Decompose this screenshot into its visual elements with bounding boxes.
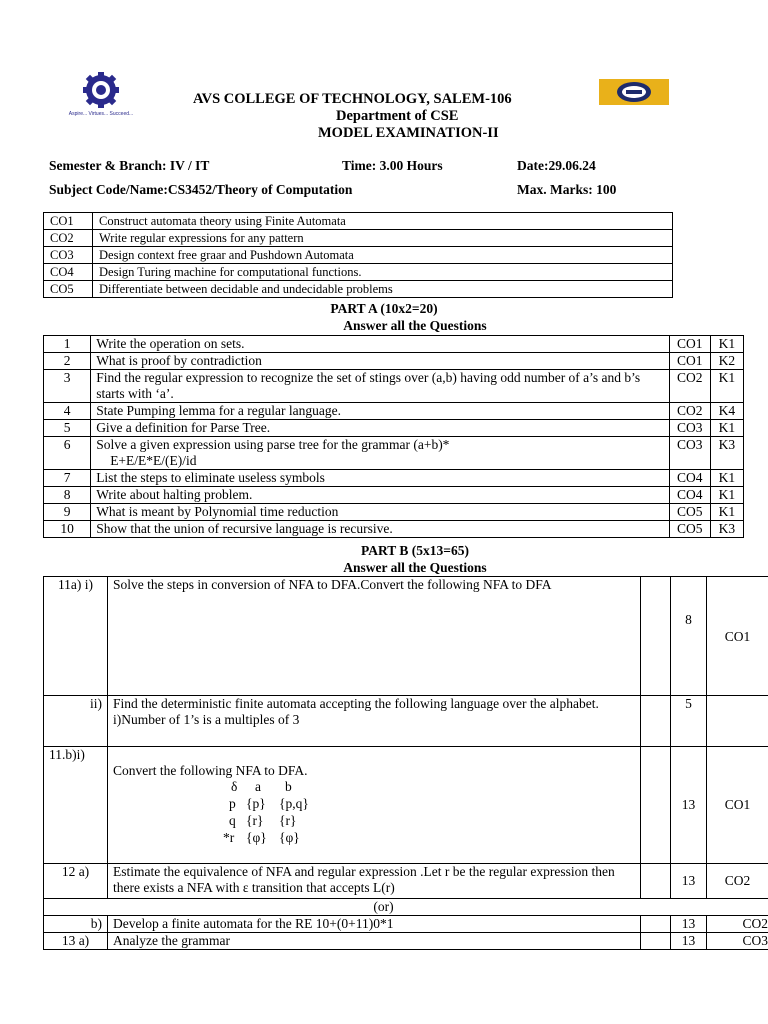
co-text: Construct automata theory using Finite Automata: [93, 213, 673, 230]
table-row: [44, 370, 744, 403]
question-text: List the steps to eliminate useless symbols: [91, 470, 669, 487]
question-k: K3: [710, 437, 743, 470]
nfa-header-delta: δ: [231, 779, 238, 794]
department-name: Department of CSE: [336, 108, 459, 124]
co-code: CO5: [44, 281, 93, 298]
part-b-title: PART B (5x13=65): [361, 543, 469, 558]
part-a-subtitle: Answer all the Questions: [343, 318, 487, 333]
question-marks: 5: [671, 696, 707, 747]
question-text: Show that the union of recursive language is recursive.: [91, 521, 669, 538]
question-co: CO1: [669, 336, 710, 353]
table-row: [44, 420, 744, 437]
exam-title: MODEL EXAMINATION-II: [318, 125, 499, 141]
nfa-cell: {r}: [246, 813, 264, 828]
question-number: ii): [44, 696, 108, 747]
question-number: 12 a): [44, 864, 108, 899]
question-text: Give a definition for Parse Tree.: [91, 420, 669, 437]
semester-branch: Semester & Branch: IV / IT: [49, 158, 210, 173]
table-row: [44, 696, 768, 747]
co-text: Write regular expressions for any pattern: [93, 230, 673, 247]
question-co: CO5: [669, 521, 710, 538]
question-text: What is proof by contradiction: [91, 353, 669, 370]
question-number: 9: [44, 504, 91, 521]
question-number: b): [44, 916, 108, 933]
gear-emblem-icon: [83, 72, 119, 108]
question-text: [108, 696, 641, 747]
question-co: CO2: [707, 864, 768, 899]
question-number: 13 a): [44, 933, 108, 950]
question-text-line: Solve a given expression using parse tree for the grammar (a+b)*: [96, 437, 450, 452]
table-row: [44, 899, 768, 916]
question-marks: 13: [671, 747, 707, 864]
nfa-cell: {p,q}: [279, 796, 309, 811]
question-text-line: i)Number of 1’s is a multiples of 3: [113, 712, 300, 727]
question-co: CO3: [669, 420, 710, 437]
question-co: CO2: [707, 916, 768, 933]
question-number: 6: [44, 437, 91, 470]
question-number: 11.b)i): [44, 747, 108, 864]
nfa-cell: {φ}: [246, 830, 267, 845]
question-co: CO4: [669, 487, 710, 504]
question-marks: 13: [671, 933, 707, 950]
table-row: [44, 747, 768, 864]
co-code: CO2: [44, 230, 93, 247]
part-a-title: PART A (10x2=20): [330, 301, 438, 316]
nfa-state: *r: [223, 830, 235, 845]
question-text: Estimate the equivalence of NFA and regular expression .Let r be the regular expression then there exists a NFA with ε transition that accepts L(r): [108, 864, 641, 899]
course-outcomes-table: [43, 212, 673, 298]
question-text: What is meant by Polynomial time reduction: [91, 504, 669, 521]
co-row: [44, 281, 673, 298]
table-row: [44, 336, 744, 353]
co-row: [44, 264, 673, 281]
question-number: 2: [44, 353, 91, 370]
question-k: K2: [710, 353, 743, 370]
question-co: CO3: [707, 933, 768, 950]
question-text: Develop a finite automata for the RE 10+(0+11)0*1: [108, 916, 641, 933]
part-b-table: [43, 576, 768, 950]
co-code: CO4: [44, 264, 93, 281]
question-marks: 13: [671, 916, 707, 933]
question-co: CO5: [669, 504, 710, 521]
co-text: Differentiate between decidable and undecidable problems: [93, 281, 673, 298]
question-co: CO1: [707, 747, 768, 864]
nfa-state: q: [229, 813, 236, 828]
table-row: [44, 864, 768, 899]
table-row: [44, 916, 768, 933]
question-text: State Pumping lemma for a regular language.: [91, 403, 669, 420]
question-number: 10: [44, 521, 91, 538]
question-text: Solve the steps in conversion of NFA to DFA.Convert the following NFA to DFA: [108, 577, 641, 696]
nfa-header-a: a: [255, 779, 261, 794]
exam-date: Date:29.06.24: [517, 158, 596, 173]
subject-name: Subject Code/Name:CS3452/Theory of Computation: [49, 182, 353, 197]
question-number: 3: [44, 370, 91, 403]
question-number: 7: [44, 470, 91, 487]
table-row: [44, 933, 768, 950]
question-co: CO1: [669, 353, 710, 370]
question-co: CO2: [669, 370, 710, 403]
question-number: 5: [44, 420, 91, 437]
max-marks: Max. Marks: 100: [517, 182, 617, 197]
co-row: [44, 230, 673, 247]
nfa-cell: {p}: [246, 796, 266, 811]
question-text: [108, 747, 641, 864]
table-row: [44, 504, 744, 521]
nfa-state: p: [229, 796, 236, 811]
or-separator: (or): [44, 899, 768, 916]
co-text: Design context free graar and Pushdown Automata: [93, 247, 673, 264]
question-marks: 13: [671, 864, 707, 899]
question-co: CO1: [707, 577, 768, 696]
question-number: 11a) i): [44, 577, 108, 696]
part-b-subtitle: Answer all the Questions: [343, 560, 487, 575]
question-k: K1: [710, 370, 743, 403]
question-text-line: Convert the following NFA to DFA.: [113, 763, 308, 778]
nfa-transition-table: [221, 779, 635, 847]
question-k: K1: [710, 470, 743, 487]
co-code: CO3: [44, 247, 93, 264]
exam-time: Time: 3.00 Hours: [342, 158, 443, 173]
question-text: Analyze the grammar: [108, 933, 641, 950]
question-text: Write the operation on sets.: [91, 336, 669, 353]
question-co: CO4: [669, 470, 710, 487]
question-k: K1: [710, 420, 743, 437]
part-a-table: [43, 335, 744, 538]
table-row: [44, 521, 744, 538]
table-row: [44, 487, 744, 504]
co-code: CO1: [44, 213, 93, 230]
seal-logo: [599, 79, 669, 105]
grammar-line: E+E/E*E/(E)/id: [110, 453, 197, 468]
question-k: K3: [710, 521, 743, 538]
logo-tagline: Aspire... Virtues... Succeed...: [68, 111, 134, 117]
question-text: Find the regular expression to recognize the set of stings over (a,b) having odd number of a’s and b’s starts with ‘a’.: [91, 370, 669, 403]
question-k: K1: [710, 487, 743, 504]
question-number: 4: [44, 403, 91, 420]
question-k: K1: [710, 336, 743, 353]
question-co: CO3: [669, 437, 710, 470]
question-text: Write about halting problem.: [91, 487, 669, 504]
table-row: [44, 353, 744, 370]
nfa-cell: {r}: [279, 813, 297, 828]
college-name: AVS COLLEGE OF TECHNOLOGY, SALEM-106: [193, 91, 512, 107]
co-text: Design Turing machine for computational functions.: [93, 264, 673, 281]
table-row: [44, 470, 744, 487]
question-number: 1: [44, 336, 91, 353]
question-text-line: Find the deterministic finite automata accepting the following language over the alphabet.: [113, 696, 599, 711]
question-number: 8: [44, 487, 91, 504]
question-k: K1: [710, 504, 743, 521]
question-marks: 8: [671, 577, 707, 696]
table-row: [44, 403, 744, 420]
table-row: [44, 577, 768, 696]
nfa-header-b: b: [285, 779, 292, 794]
question-co: CO2: [669, 403, 710, 420]
nfa-cell: {φ}: [279, 830, 300, 845]
co-row: [44, 247, 673, 264]
college-logo: [64, 70, 138, 120]
co-row: [44, 213, 673, 230]
question-k: K4: [710, 403, 743, 420]
question-text: [91, 437, 669, 470]
table-row: [44, 437, 744, 470]
